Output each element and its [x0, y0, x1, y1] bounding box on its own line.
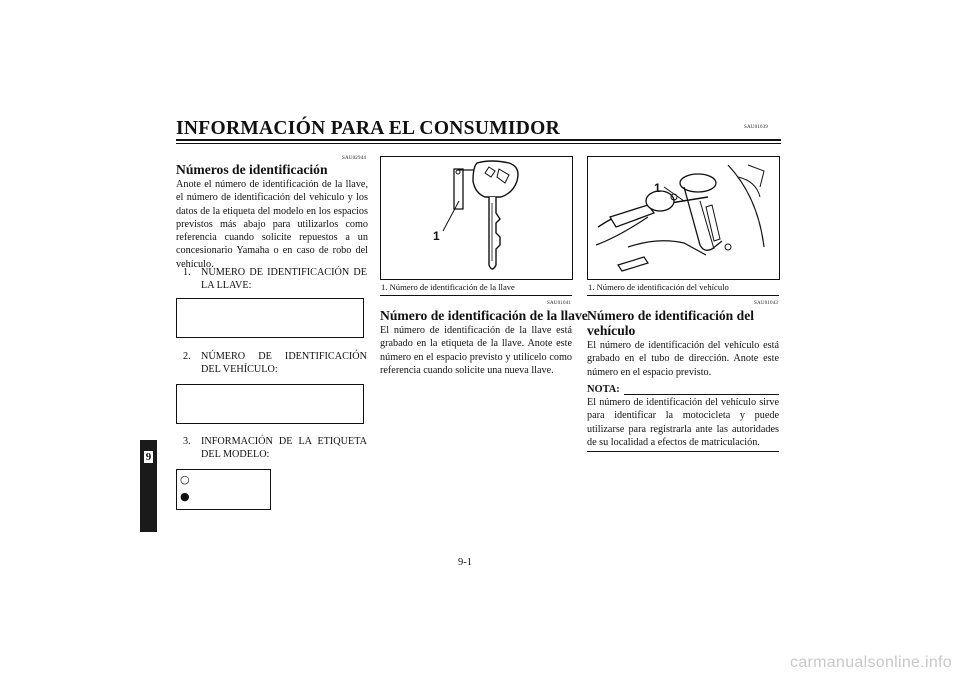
section-code: SAU01039	[744, 125, 769, 130]
filled-circle-icon: ●	[180, 490, 190, 503]
section-code: SAU02944	[342, 156, 367, 161]
figure-caption: 1. Número de identificación de la llave	[381, 282, 515, 292]
section-heading: Número de identificación del vehículo	[587, 308, 755, 338]
vehicle-figure	[587, 156, 780, 280]
intro-paragraph: Anote el número de identificación de la llave, el número de identificación del vehículo y los datos de la etiqueta del modelo en los espacios previstos más abajo para utilizarlos como referencia cuando solicite repuestos a un concesionario Yamaha o en caso de robo del vehículo.	[176, 179, 368, 270]
section-code: SAU01043	[754, 301, 779, 306]
note-paragraph: El número de identificación del vehículo sirve para identificar la motocicleta y puede utilizarse para registrarla ante las autoridades de su localidad a efectos de matriculación.	[587, 397, 779, 448]
list-label: NÚMERO DE IDENTIFICACIÓN DE LA LLAVE:	[201, 267, 367, 291]
caption-rule	[380, 295, 572, 296]
caption-rule	[587, 295, 779, 296]
vehicle-paragraph: El número de identificación del vehículo está grabado en el tubo de dirección. Anote este número en el espacio previsto.	[587, 340, 779, 378]
key-figure	[380, 156, 573, 280]
model-label-field[interactable]	[176, 469, 271, 510]
list-item	[183, 435, 367, 461]
list-label: INFORMACIÓN DE LA ETIQUETA DEL MODELO:	[201, 436, 367, 460]
key-paragraph: El número de identificación de la llave está grabado en la etiqueta de la llave. Anote este número en el espacio previsto y utilícelo como referencia cuando solicite una nueva llave.	[380, 325, 572, 376]
figure-callout: 1	[654, 181, 661, 195]
page-number: 9-1	[458, 557, 472, 568]
section-code: SAU01041	[547, 301, 572, 306]
figure-caption: 1. Número de identificación del vehículo	[588, 282, 729, 292]
list-label: NÚMERO DE IDENTIFICACIÓN DEL VEHÍCULO:	[201, 351, 367, 375]
note-label: NOTA:	[587, 384, 620, 395]
note-end-rule	[587, 451, 779, 452]
chapter-tab-number: 9	[145, 451, 152, 463]
key-illustration	[381, 157, 572, 279]
title-rule-thin	[176, 143, 781, 144]
list-number: 3.	[183, 436, 191, 447]
list-item	[183, 266, 367, 292]
key-number-field[interactable]	[176, 298, 364, 338]
open-circle-icon: ○	[180, 473, 190, 486]
list-number: 1.	[183, 267, 191, 278]
vehicle-number-field[interactable]	[176, 384, 364, 424]
title-rule	[176, 139, 781, 141]
list-number: 2.	[183, 351, 191, 362]
figure-callout: 1	[433, 229, 440, 243]
section-heading: Números de identificación	[176, 162, 328, 177]
list-item	[183, 350, 367, 376]
section-heading: Número de identificación de la llave	[380, 308, 588, 323]
watermark: carmanualsonline.info	[790, 654, 952, 671]
page-title: INFORMACIÓN PARA EL CONSUMIDOR	[176, 118, 561, 139]
steering-head-illustration	[588, 157, 779, 279]
note-rule	[624, 394, 779, 395]
